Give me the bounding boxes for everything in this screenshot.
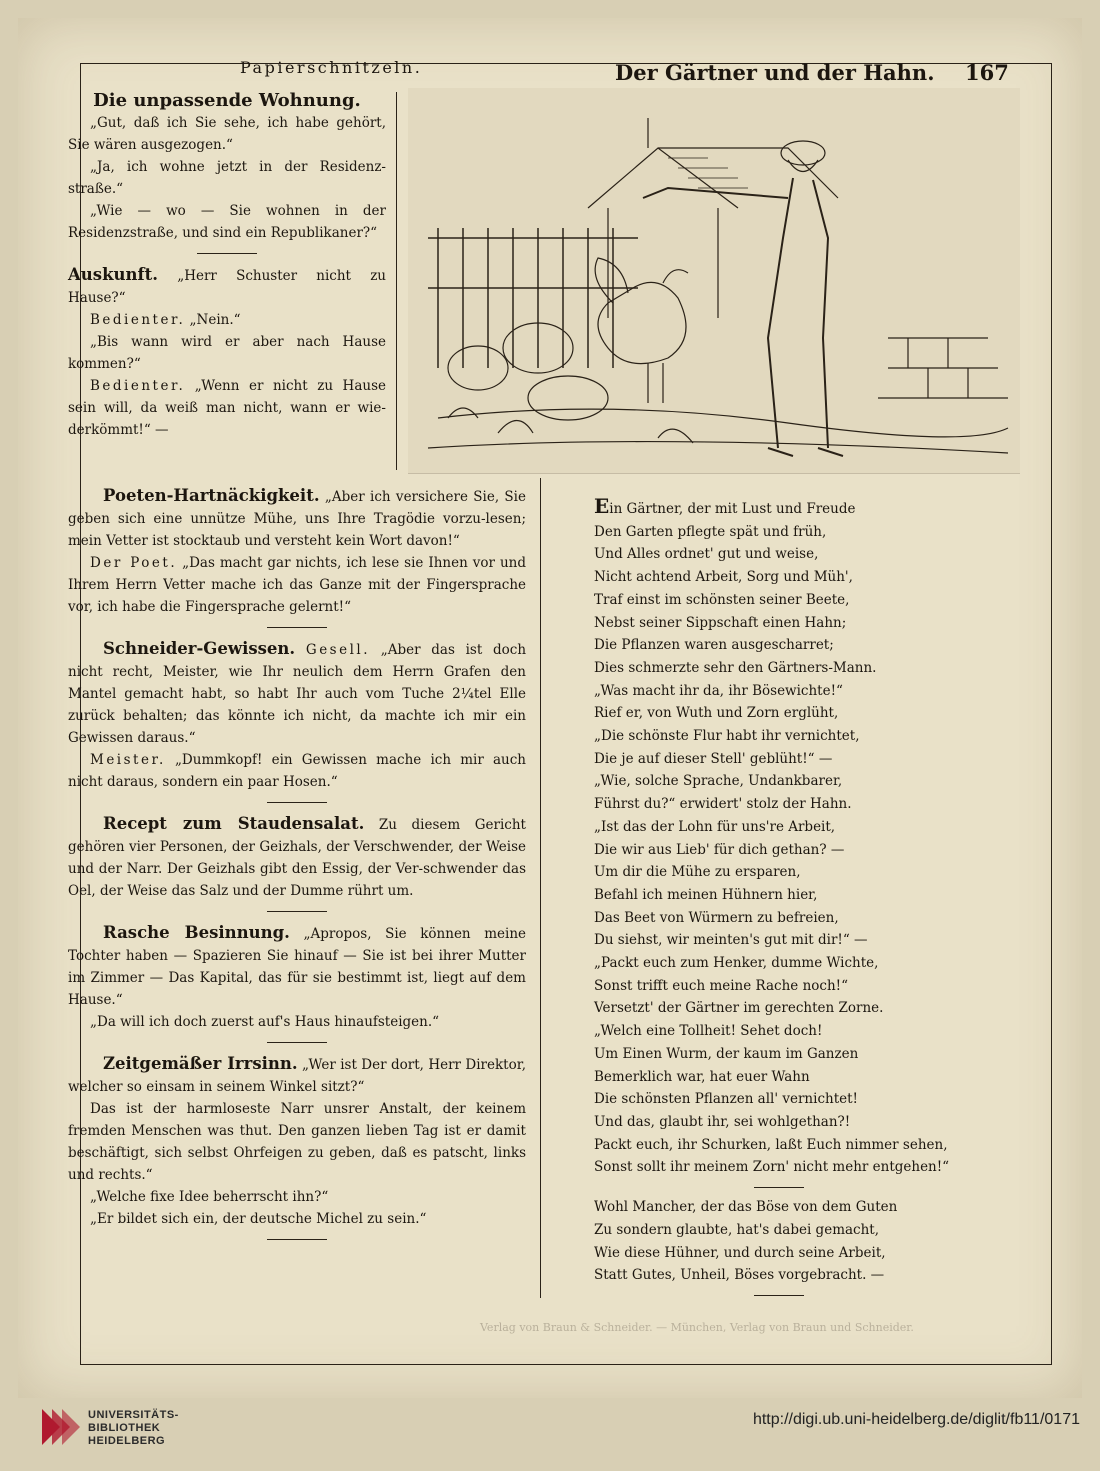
poem-line: „Ist das der Lohn für uns're Arbeit, — [594, 818, 836, 835]
poem-line: „Die schönste Flur habt ihr vernichtet, — [594, 728, 860, 745]
running-head-left: Papierschnitzeln. — [240, 58, 423, 77]
zeit-text: „Wer ist Der dort, Herr Direktor, welcher so einsam in seinem Winkel sitzt?“ — [68, 1057, 526, 1095]
poem-line: Sonst sollt ihr meinem Zorn' nicht mehr entgehen!“ — [594, 1159, 950, 1176]
library-branding — [38, 1403, 398, 1455]
poem-line: Das Beet von Würmern zu befreien, — [594, 909, 839, 926]
moral-line: Zu sondern glaubte, hat's dabei gemacht, — [594, 1221, 880, 1238]
separator — [197, 253, 257, 254]
poem-line: Die schönsten Pflanzen all' vernichtet! — [594, 1091, 858, 1108]
poem-line: Traf einst im schönsten seiner Beete, — [594, 591, 850, 608]
source-url-link[interactable]: http://digi.ub.uni-heidelberg.de/diglit/fb11/0171 — [752, 1411, 1080, 1428]
poem-line: Die je auf dieser Stell' geblüht!“ — — [594, 750, 833, 767]
heidelberg-library-logo-icon — [38, 1405, 82, 1449]
zeit-reply: Das ist der harmloseste Narr unsrer Anstalt, der keinem fremden Menschen was thut. Den ganzen lieben Tag ist er damit beschäftigt, sich selbst Ohrfeigen zu geben, daß es patscht, links und rechts.“ — [68, 1101, 526, 1183]
speaker: Bedienter. — [90, 378, 186, 394]
heading-recept-zum-staudensalat: Recept zum Staudensalat. — [103, 814, 365, 833]
rasche-reply: „Da will ich doch zuerst auf's Haus hinaufsteigen.“ — [90, 1014, 440, 1030]
line: „Das macht gar nichts, ich lese sie Ihnen vor und Ihrem Herrn Vetter mache ich das Ganze mit der Fingersprache vor, ich habe die Fingersprache gelernt!“ — [68, 555, 526, 615]
heading-auskunft: Auskunft. — [68, 265, 158, 284]
heading-schneider-gewissen: Schneider-Gewissen. — [103, 639, 296, 658]
column-rule-lower — [540, 478, 541, 1298]
schneider-paragraph — [68, 638, 526, 749]
heading-rasche-besinnung: Rasche Besinnung. — [103, 923, 290, 942]
publisher-imprint: Verlag von Braun & Schneider. — München, Verlag von Braun und Schneider. — [480, 1321, 914, 1334]
poem-line: Die Pflanzen waren ausgescharret; — [594, 637, 834, 654]
separator — [267, 1042, 327, 1043]
poem-line: Packt euch, ihr Schurken, laßt Euch nimmer sehen, — [594, 1136, 948, 1153]
poem-line: Um dir die Mühe zu ersparen, — [594, 864, 801, 881]
logo-line: UNIVERSITÄTS- — [88, 1409, 179, 1421]
separator — [267, 802, 327, 803]
auskunft-text: „Herr Schuster nicht zu Hause?“ — [68, 268, 386, 306]
poem-line: Führst du?“ erwidert' stolz der Hahn. — [594, 796, 852, 813]
line: „Dummkopf! ein Gewissen mache ich mir auch nicht daraus, sondern ein paar Hosen.“ — [68, 752, 526, 790]
poeten-text: „Aber ich versichere Sie, Sie geben sich eine unnütze Mühe, uns Ihre Tragödie vorzu-lesen; mein Vetter ist stocktaub und versteht kein Wort davon!“ — [68, 489, 526, 549]
separator — [267, 627, 327, 628]
heading-zeitgemaesser-irrsinn: Zeitgemäßer Irrsinn. — [103, 1054, 298, 1073]
auskunft-line — [68, 309, 386, 331]
poem-line: Und Alles ordnet' gut und weise, — [594, 546, 819, 563]
paragraph: „Wie — wo — Sie wohnen in der Residenzstraße, und sind ein Republikaner?“ — [68, 203, 386, 241]
speaker: Gesell. — [305, 642, 371, 658]
rasche-text: „Apropos, Sie können meine Tochter haben — Spazieren Sie hinauf — Sie ist bei ihrer Mutter im Zimmer — Das Kapital, das für sie bestimmt ist, liegt auf dem Hause.“ — [68, 926, 527, 1008]
poem-line: „Wie, solche Sprache, Undankbarer, — [594, 773, 843, 790]
logo-line: HEIDELBERG — [88, 1435, 166, 1447]
auskunft-line — [68, 375, 386, 441]
left-upper-column — [68, 90, 386, 441]
page-number: 167 — [965, 60, 1009, 85]
moral-line: Wie diese Hühner, und durch seine Arbeit, — [594, 1244, 886, 1261]
zeit-answer: „Er bildet sich ein, der deutsche Michel zu sein.“ — [90, 1211, 427, 1227]
heading-poeten-hartnaeckigkeit: Poeten-Hartnäckigkeit. — [103, 486, 320, 505]
poem-line: Nicht achtend Arbeit, Sorg und Müh', — [594, 569, 853, 586]
moral-line: Statt Gutes, Unheil, Böses vorgebracht. — — [594, 1267, 885, 1284]
poeten-paragraph — [68, 485, 526, 552]
poem-line: Dies schmerzte sehr den Gärtners-Mann. — [594, 659, 877, 676]
line: „Nein.“ — [189, 312, 241, 328]
poem-line: Ein Gärtner, der mit Lust und Freude — [594, 494, 856, 518]
recept-text: Zu diesem Gericht gehören vier Personen, der Geizhals, der Verschwender, der Weise und der Narr. Der Geizhals gibt den Essig, der Ver-schwender das Oel, der Weise das Salz und der Dumme rührt um. — [68, 817, 526, 899]
poem-line: „Packt euch zum Henker, dumme Wichte, — [594, 955, 879, 972]
speaker: Der Poet. — [90, 555, 178, 571]
poem-line: Die wir aus Lieb' für dich gethan? — — [594, 841, 845, 858]
separator — [267, 1239, 327, 1240]
poem-line: Den Garten pflegte spät und früh, — [594, 523, 827, 540]
heading-die-unpassende-wohnung: Die unpassende Wohnung. — [93, 90, 361, 111]
column-rule-upper — [396, 92, 397, 470]
poem-line: Befahl ich meinen Hühnern hier, — [594, 886, 818, 903]
poem-line: Sonst trifft euch meine Rache noch!“ — [594, 977, 848, 994]
poem-line: Rief er, von Wuth und Zorn erglüht, — [594, 705, 839, 722]
zeit-paragraph — [68, 1053, 526, 1098]
left-lower-column — [68, 485, 526, 1250]
poeten-reply — [68, 552, 526, 618]
logo-text — [88, 1409, 179, 1448]
illustration-drawing — [408, 88, 1020, 473]
poem-line: Nebst seiner Sippschaft einen Hahn; — [594, 614, 847, 631]
auskunft-paragraph — [68, 264, 386, 309]
line: „Wenn er nicht zu Hause sein will, da weiß man nicht, wann er wie-derkömmt!“ — — [68, 378, 386, 438]
poem-line: „Was macht ihr da, ihr Bösewichte!“ — [594, 682, 843, 699]
rasche-paragraph — [68, 922, 526, 1011]
poem-column — [594, 495, 974, 1296]
moral-line: Wohl Mancher, der das Böse von dem Guten — [594, 1199, 898, 1216]
logo-line: BIBLIOTHEK — [88, 1422, 161, 1434]
poem-line: Und das, glaubt ihr, sei wohlgethan?! — [594, 1113, 851, 1130]
poem-line: Du siehst, wir meinten's gut mit dir!“ — — [594, 932, 868, 949]
paragraph: „Gut, daß ich Sie sehe, ich habe gehört, Sie wären ausgezogen.“ — [68, 115, 386, 153]
poem-line: Versetzt' der Gärtner im gerechten Zorne. — [594, 1000, 884, 1017]
schneider-text: „Aber das ist doch nicht recht, Meister, wie Ihr neulich dem Herrn Grafen den Mantel gemacht habt, so habt Ihr auch vom Tuche 2¼tel Elle zurück behalten; das könnte ich nicht, da machte ich mir ein Gewissen daraus.“ — [68, 642, 527, 746]
separator — [754, 1187, 804, 1188]
paragraph: „Ja, ich wohne jetzt in der Residenz-straße.“ — [68, 159, 386, 197]
separator — [267, 911, 327, 912]
speaker: Bedienter. — [90, 312, 186, 328]
poem-line: „Welch eine Tollheit! Sehet doch! — [594, 1023, 823, 1040]
poem-title: Der Gärtner und der Hahn. — [615, 60, 935, 85]
schneider-reply — [68, 749, 526, 793]
poem-line: Um Einen Wurm, der kaum im Ganzen — [594, 1045, 859, 1062]
gardener-rooster-illustration — [408, 88, 1020, 474]
separator — [754, 1295, 804, 1296]
poem-line: Bemerklich war, hat euer Wahn — [594, 1068, 810, 1085]
recept-paragraph — [68, 813, 526, 902]
speaker: Meister. — [90, 752, 166, 768]
auskunft-line: „Bis wann wird er aber nach Hause kommen?“ — [68, 334, 386, 372]
zeit-question: „Welche fixe Idee beherrscht ihn?“ — [90, 1189, 329, 1205]
